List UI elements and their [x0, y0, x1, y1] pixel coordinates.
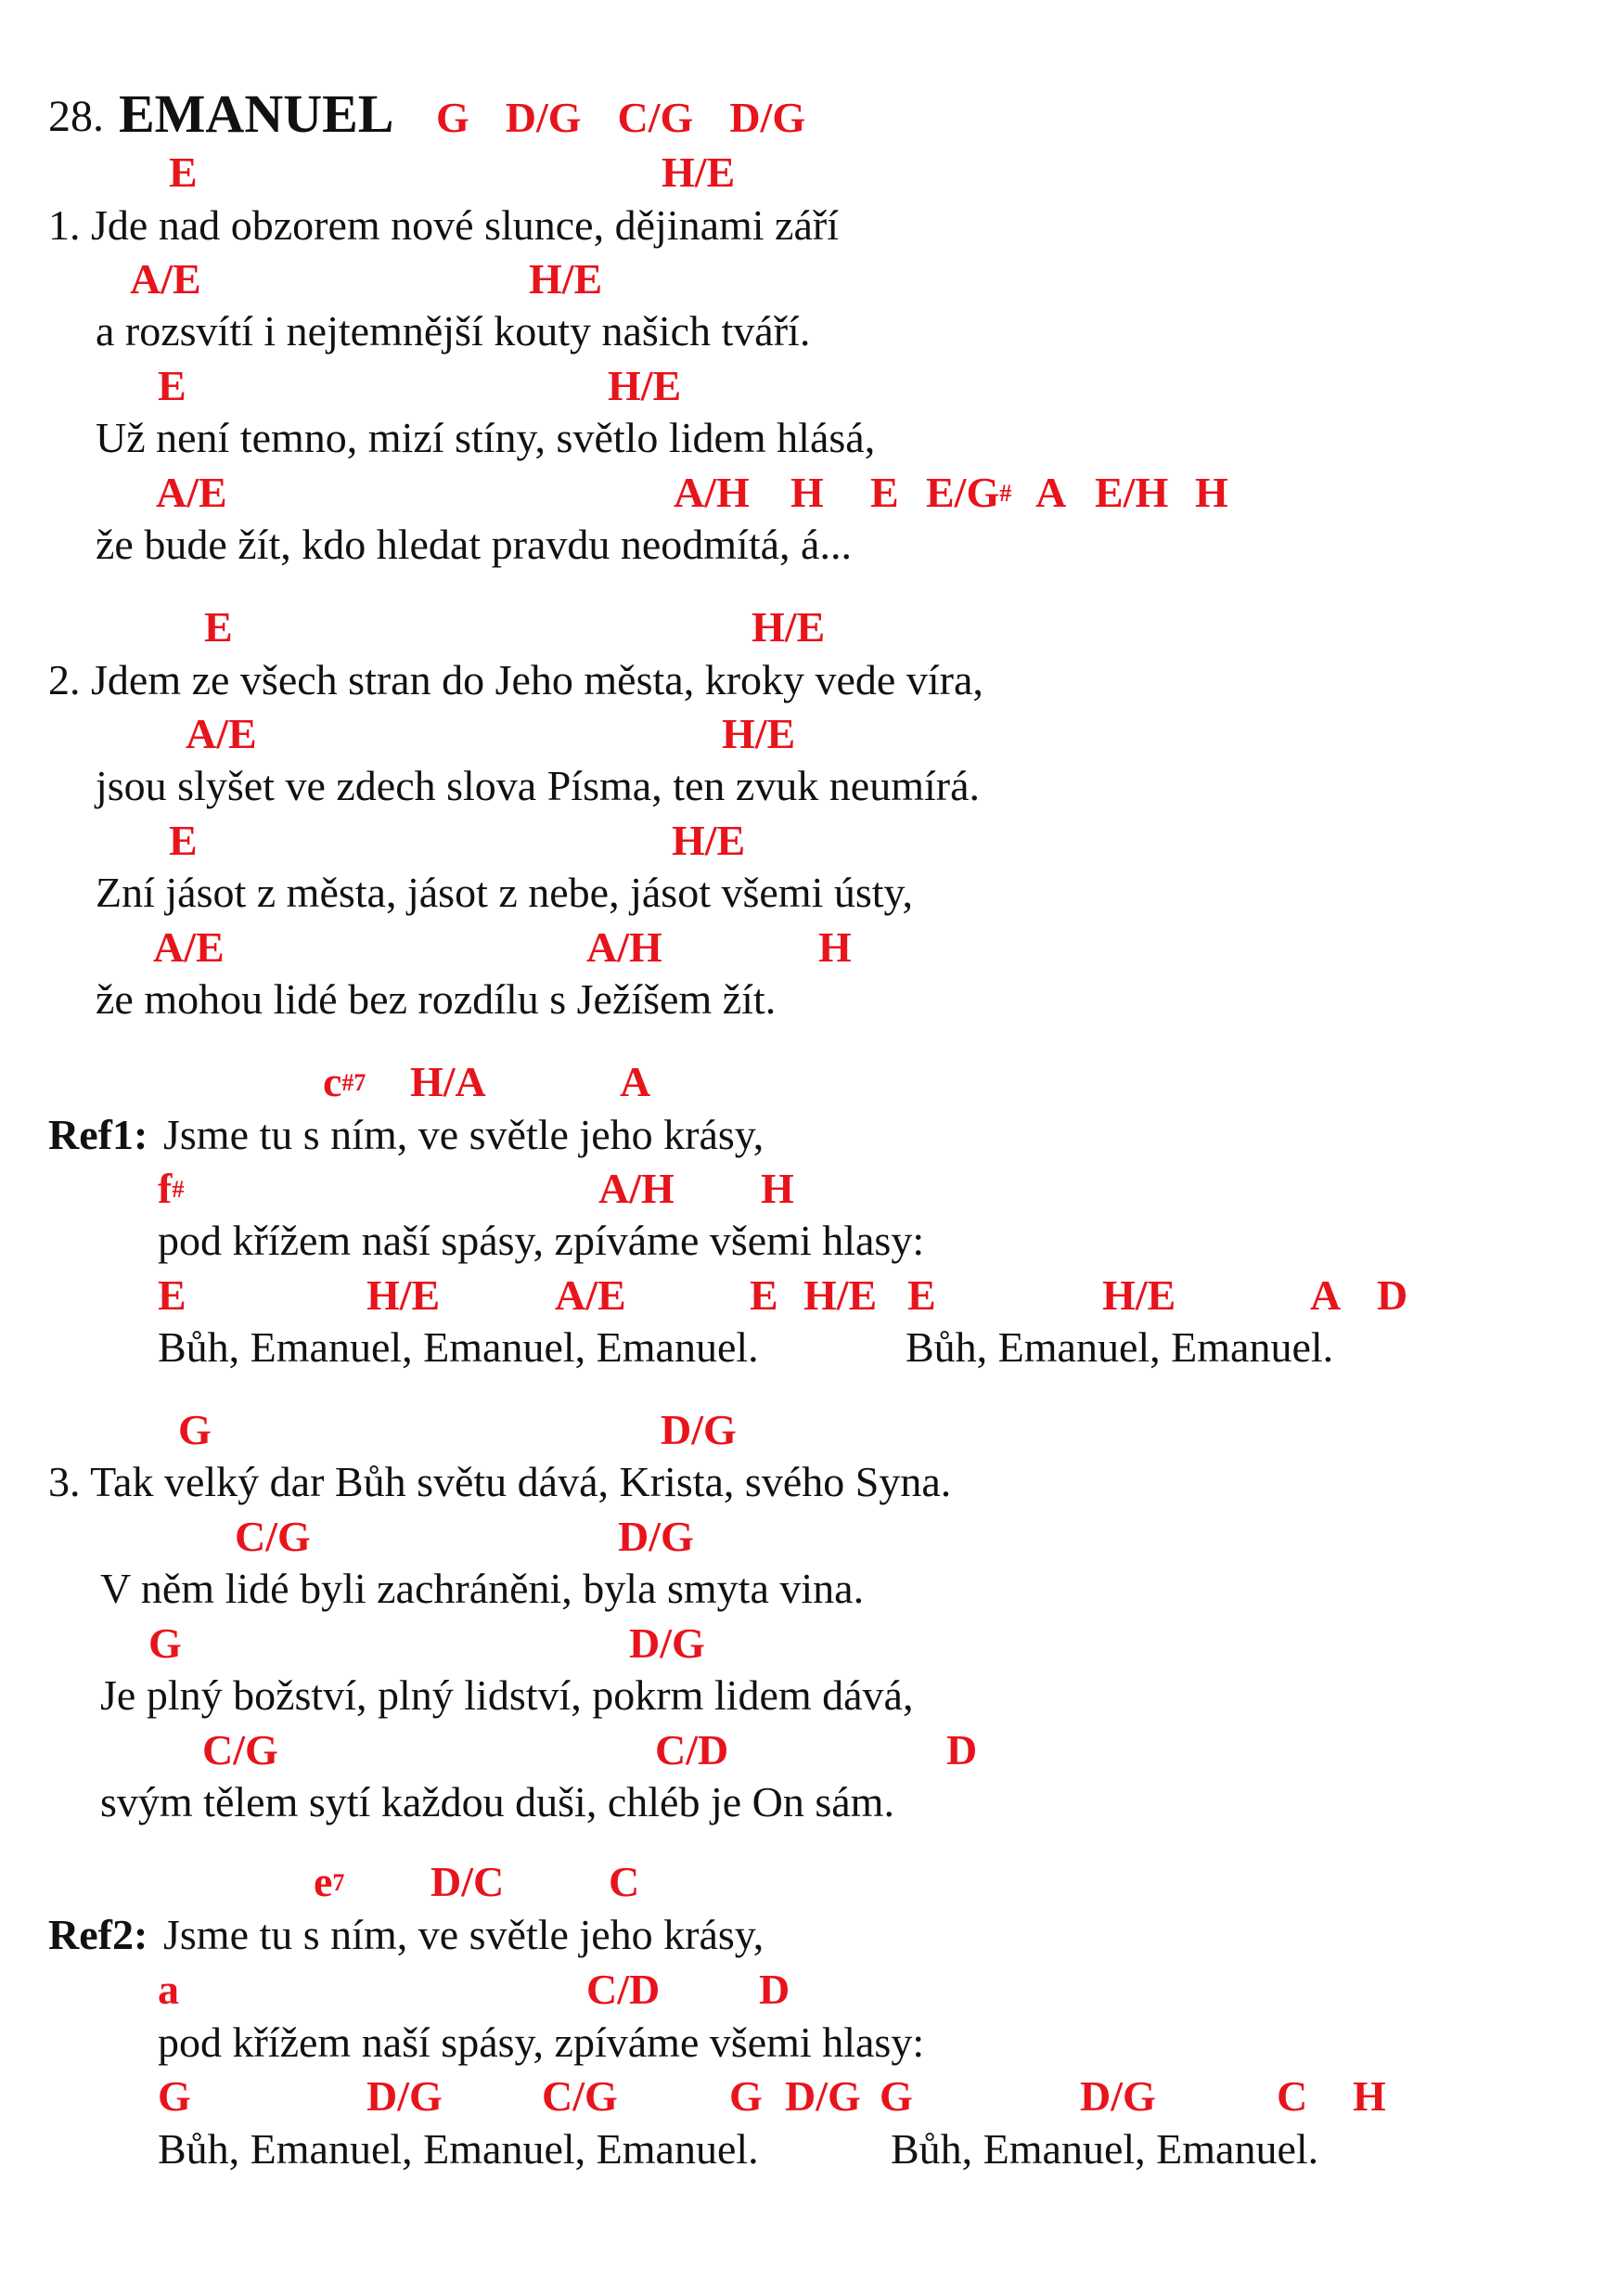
lyric-line: 1. Jde nad obzorem nové slunce, dějinami září [48, 201, 839, 249]
chord: A [620, 1058, 651, 1105]
chord-root: c [323, 1058, 342, 1105]
chord [323, 1058, 366, 1105]
chord: H [1353, 2072, 1386, 2120]
chord: D [759, 1966, 790, 2013]
lyric-line: a rozsvítí i nejtemnější kouty našich tváří. [96, 307, 811, 355]
chord: H/E [366, 1271, 441, 1319]
refrain-label: Ref2: [48, 1911, 148, 1958]
chord: H/E [662, 148, 736, 196]
chord [314, 1858, 345, 1905]
chord: A/H [598, 1165, 675, 1212]
chord: A/E [156, 469, 227, 516]
chord: H/E [608, 362, 682, 409]
chord: H [790, 469, 824, 516]
chord: D/G [1080, 2072, 1156, 2120]
chord: A/E [186, 710, 257, 757]
lyric-line: Zní jásot z města, jásot z nebe, jásot všemi ústy, [96, 869, 914, 916]
lyric-line: pod křížem naší spásy, zpíváme všemi hlasy: [158, 1217, 925, 1264]
lyric-line: jsou slyšet ve zdech slova Písma, ten zvuk neumírá. [96, 762, 981, 809]
chord: E [870, 469, 899, 516]
chord: H [761, 1165, 794, 1212]
chord: E [169, 817, 198, 864]
lyric-line: že bude žít, kdo hledat pravdu neodmítá, á... [96, 521, 852, 568]
chord: E [158, 362, 186, 409]
lyric-line: Bůh, Emanuel, Emanuel, Emanuel. [158, 2125, 759, 2173]
chord: D/G [629, 1619, 705, 1667]
lyric-line: pod křížem naší spásy, zpíváme všemi hlasy: [158, 2019, 925, 2066]
chord: G [729, 2072, 763, 2120]
chord: C/G [542, 2072, 618, 2120]
chord: A [1310, 1271, 1342, 1319]
lyric-line: svým tělem sytí každou duši, chléb je On sám. [100, 1778, 894, 1825]
chord: H [818, 923, 852, 971]
chord: H/E [529, 255, 603, 303]
chord: D [1377, 1271, 1408, 1319]
chord: D/G [785, 2072, 861, 2120]
chord: H/E [752, 603, 826, 651]
chord: E [158, 1271, 186, 1319]
chord-sup: #7 [341, 1069, 366, 1096]
chord: G [158, 2072, 191, 2120]
chord: H/E [803, 1271, 878, 1319]
chord: C/G [202, 1726, 278, 1774]
chord: E [169, 148, 198, 196]
lyric-line: Jsme tu s ním, ve světle jeho krásy, [163, 1911, 765, 1958]
chord: D/C [430, 1858, 505, 1905]
chord: G [178, 1406, 212, 1453]
chord: a [158, 1966, 179, 2013]
chord: A/H [586, 923, 662, 971]
chord: D [946, 1726, 978, 1774]
lyric-line: Už není temno, mizí stíny, světlo lidem hlásá, [96, 414, 876, 461]
chord: H [1195, 469, 1228, 516]
chord [926, 471, 1011, 514]
lyric-line: V něm lidé byli zachráněni, byla smyta vina. [100, 1565, 865, 1612]
song-number: 28. [48, 92, 104, 141]
chord: H/E [672, 817, 746, 864]
chord: H/E [1102, 1271, 1176, 1319]
chord-root: f [158, 1165, 173, 1212]
lyric-line: Jsme tu s ním, ve světle jeho krásy, [163, 1111, 765, 1158]
chord: A/E [555, 1271, 626, 1319]
chord: D/G [618, 1513, 694, 1560]
chord: G [880, 2072, 913, 2120]
chord: E/H [1095, 469, 1169, 516]
refrain-label: Ref1: [48, 1111, 148, 1158]
chord: A/E [153, 923, 225, 971]
chord [158, 1167, 184, 1210]
chord: A/E [130, 255, 201, 303]
song-title: EMANUEL [119, 84, 394, 144]
chord-sup: # [999, 480, 1012, 507]
lyric-line: Bůh, Emanuel, Emanuel. [906, 1323, 1334, 1371]
lyric-line: 2. Jdem ze všech stran do Jeho města, kroky vede víra, [48, 656, 983, 703]
chord: G [148, 1619, 182, 1667]
lyric-line: Bůh, Emanuel, Emanuel, Emanuel. [158, 1323, 759, 1371]
chord: E [204, 603, 233, 651]
chord-sup: 7 [332, 1869, 345, 1896]
chord: A/H [674, 469, 750, 516]
chord-sup: # [172, 1176, 185, 1203]
lyric-line: 3. Tak velký dar Bůh světu dává, Krista, svého Syna. [48, 1458, 952, 1505]
chord: E [750, 1271, 778, 1319]
lyric-line: Je plný božství, plný lidství, pokrm lidem dává, [100, 1671, 914, 1719]
chord: A [1035, 469, 1067, 516]
chord-root: e [314, 1858, 333, 1905]
chord: C/D [586, 1966, 661, 2013]
chord: C/G [235, 1513, 311, 1560]
chord: E [907, 1271, 936, 1319]
chord: H/E [722, 710, 796, 757]
lyric-line: že mohou lidé bez rozdílu s Ježíšem žít. [96, 975, 777, 1023]
chord: D/G [661, 1406, 737, 1453]
intro-chords: G D/G C/G D/G [436, 94, 806, 141]
chord: C [1277, 2072, 1308, 2120]
chord-root: E/G [926, 469, 1000, 516]
chord: D/G [366, 2072, 443, 2120]
lyric-line: Bůh, Emanuel, Emanuel. [891, 2125, 1319, 2173]
chord: H/A [410, 1058, 486, 1105]
chord: C/D [655, 1726, 729, 1774]
chord: C [609, 1858, 640, 1905]
